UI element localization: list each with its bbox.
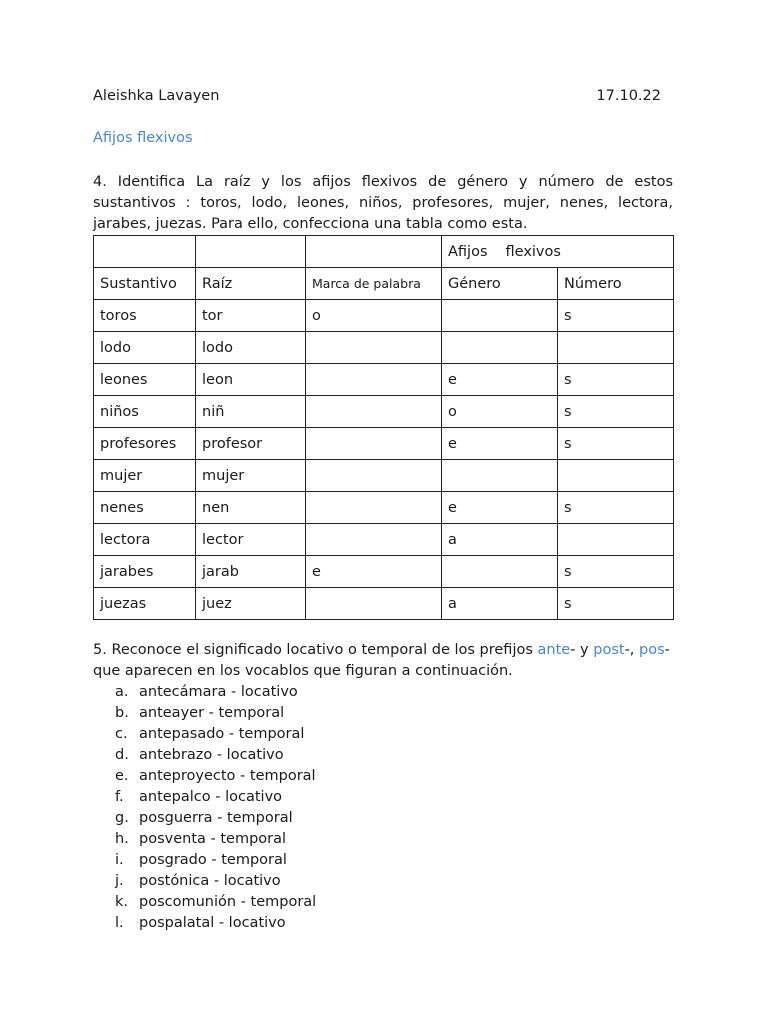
prefix-highlight: ante [537,642,571,658]
question-text: 5. Reconoce el significado locativo o temporal de los prefijos [93,642,538,658]
table-row [94,588,674,620]
list-item-text: antebrazo - locativo [139,747,284,763]
prefix-highlight: post [593,642,625,658]
list-item-letter: l. [115,915,124,931]
table-cell: profesor [196,428,306,460]
list-item-letter: c. [115,726,128,742]
table-cell [442,460,558,492]
table-cell [306,524,442,556]
table-cell: jarabes [94,556,196,588]
table-cell [306,460,442,492]
list-item-letter: d. [115,747,129,763]
table-row [94,332,674,364]
list-item [93,871,316,892]
table-cell: leon [196,364,306,396]
question-5 [93,640,673,682]
table-cell: lodo [196,332,306,364]
table-cell: a [442,588,558,620]
table-cell: lectora [94,524,196,556]
table-cell: o [442,396,558,428]
question-text: - y [570,642,594,658]
table-cell [306,492,442,524]
table-cell: juezas [94,588,196,620]
list-item-letter: j. [115,873,124,889]
table-row [94,364,674,396]
table-cell: lector [196,524,306,556]
table-cell [442,556,558,588]
table-row [94,524,674,556]
table-cell: profesores [94,428,196,460]
table-cell: mujer [94,460,196,492]
group-header-word: flexivos [505,243,561,260]
table-cell: tor [196,300,306,332]
list-item-letter: g. [115,810,129,826]
affix-group-header [442,236,674,268]
list-item-text: posgrado - temporal [139,852,287,868]
table-cell: s [558,556,674,588]
prefix-highlight: pos [639,642,665,658]
table-row [94,300,674,332]
table-cell [442,332,558,364]
table-cell [558,332,674,364]
list-item [93,703,316,724]
column-header: Género [442,268,558,300]
list-item-text: antepalco - locativo [139,789,283,805]
list-item [93,787,316,808]
list-item [93,724,316,745]
section-title: Afijos flexivos [93,130,193,146]
table-cell [558,524,674,556]
list-item [93,913,316,934]
table-cell: leones [94,364,196,396]
table-cell: mujer [196,460,306,492]
list-item-text: postónica - locativo [139,873,281,889]
column-header: Sustantivo [94,268,196,300]
list-item [93,829,316,850]
table-cell: s [558,428,674,460]
table-cell [442,300,558,332]
table-cell [306,428,442,460]
list-item-text: posguerra - temporal [139,810,293,826]
list-item [93,682,316,703]
table-cell: jarab [196,556,306,588]
table-body [94,300,674,620]
table-cell: s [558,588,674,620]
table-cell: o [306,300,442,332]
table-row [94,492,674,524]
table-cell [306,236,442,268]
table-cell: e [306,556,442,588]
table-cell: e [442,364,558,396]
table-cell [306,364,442,396]
affix-table [93,235,674,620]
table-cell [306,332,442,364]
table-cell: e [442,492,558,524]
list-item [93,892,316,913]
table-row [94,396,674,428]
table-cell: juez [196,588,306,620]
table-cell: nen [196,492,306,524]
table-row [94,556,674,588]
table-cell [94,236,196,268]
table-group-header-row [94,236,674,268]
list-item [93,850,316,871]
table-cell: niñ [196,396,306,428]
question-4: 4. Identifica La raíz y los afijos flexivos de género y número de estos sustantivos : toros, lodo, leones, niños, profesores, mujer, nenes, lectora, jarabes, juezas. Para ello, confecciona una tabla como esta. [93,174,673,232]
table-cell: toros [94,300,196,332]
list-item-text: anteproyecto - temporal [139,768,316,784]
list-item-letter: k. [115,894,129,910]
table-cell: s [558,492,674,524]
list-item-text: posventa - temporal [139,831,287,847]
table-cell [196,236,306,268]
table-cell: niños [94,396,196,428]
author-name: Aleishka Lavayen [93,88,220,104]
list-item-letter: b. [115,705,129,721]
list-item-text: antecámara - locativo [139,684,298,700]
column-header: Número [558,268,674,300]
document-header [93,88,661,104]
table-cell: lodo [94,332,196,364]
list-item-text: antepasado - temporal [139,726,305,742]
document-date: 17.10.22 [596,88,661,104]
answer-list [93,682,316,934]
table-cell [306,588,442,620]
list-item [93,808,316,829]
list-item [93,745,316,766]
list-item-text: pospalatal - locativo [139,915,286,931]
group-header-word: Afijos [448,243,488,260]
list-item-text: anteayer - temporal [139,705,285,721]
list-item-letter: i. [115,852,124,868]
table-cell [306,396,442,428]
table-cell: e [442,428,558,460]
list-item-letter: e. [115,768,129,784]
table-cell: s [558,396,674,428]
table-cell: nenes [94,492,196,524]
table-cell [558,460,674,492]
column-header: Marca de palabra [306,268,442,300]
table-header-row [94,268,674,300]
list-item-text: poscomunión - temporal [139,894,317,910]
table-cell: a [442,524,558,556]
table-row [94,428,674,460]
table-cell: s [558,300,674,332]
question-text: -, [624,642,640,658]
list-item-letter: a. [115,684,129,700]
question-text: - que aparecen en los vocablos que figuran a continuación. [93,642,670,679]
list-item-letter: h. [115,831,129,847]
table-cell: s [558,364,674,396]
list-item [93,766,316,787]
list-item-letter: f. [115,789,124,805]
column-header: Raíz [196,268,306,300]
table-row [94,460,674,492]
